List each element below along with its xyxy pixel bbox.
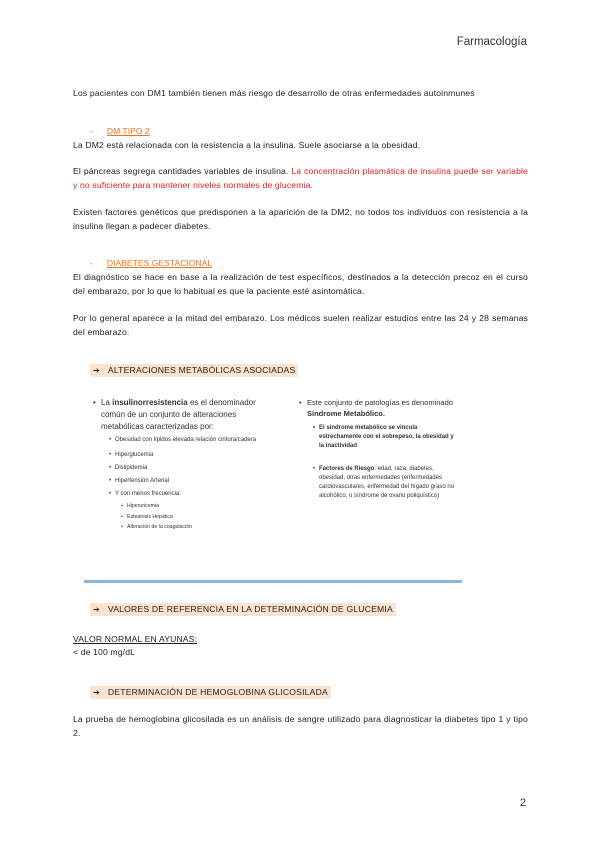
bold-term: insulinorresistencia [112, 398, 188, 407]
figure-right-column [297, 397, 457, 501]
dm2-paragraph-1: La DM2 está relacionada con la resistencia a la insulina. Suele asociarse a la obesidad. [73, 140, 421, 150]
sub-list-item: • El síndrome metabólico se vincula estrechamente con el sobrepeso, la obesidad y la inactividad [319, 424, 457, 451]
list-item: • Hipertensión Arterial [115, 475, 266, 488]
list-item: • Y con menos frecuencia: [115, 488, 266, 501]
dm2-p2-highlight: La concentración plasmática de insulina puede ser variable y no suficiente para mantener niveles normales de glucemia. [73, 166, 528, 190]
page-header-title: Farmacología [456, 36, 527, 48]
heading-label: ALTERACIONES METABÓLICAS ASOCIADAS [107, 365, 296, 375]
section-heading-dm2 [90, 126, 150, 136]
section-heading-valores [90, 603, 396, 616]
dm2-paragraph-2 [73, 164, 528, 192]
section-heading-gestacional [90, 258, 212, 268]
metabolic-syndrome-bullet [307, 397, 457, 501]
heading-label: DM TIPO 2 [106, 126, 150, 136]
gestacional-paragraph-2: Por lo general aparece a la mitad del embarazo. Los médicos suelen realizar estudios entre las 24 y 28 semanas del embarazo. [73, 313, 528, 337]
page-number: 2 [519, 797, 526, 809]
list-item: • Dislipidemia [115, 462, 266, 475]
text: La [101, 398, 113, 407]
sub-list-item: ▪ Esteatosis Hepática [127, 512, 266, 523]
gestacional-paragraph-1: El diagnóstico se hace en base a la realización de test específicos, destinados a la detección precoz en el curso del embarazo, por lo que lo habitual es que la paciente esté asintomática. [73, 272, 528, 296]
text: Este conjunto de patologías es denominado [307, 398, 453, 407]
heading-label: DIABETES GESTACIONAL [106, 258, 213, 268]
metabolic-alterations-figure [87, 391, 461, 581]
text: : edad, raza, diabetes, obesidad, otras enfermedades (enfermedades cardiovasculares, enfermedad del hígado graso no alcohólico, o síndrome de ovario poliquístico) [319, 466, 455, 499]
dm2-p2-text: El páncreas segrega cantidades variables de insulina. [73, 166, 292, 176]
intro-paragraph: Los pacientes con DM1 también tienen más riesgo de desarrollo de otras enfermedades autoinmunes [73, 88, 475, 98]
sub-list-item [319, 465, 457, 501]
fasting-value-label: VALOR NORMAL EN AYUNAS: [73, 634, 198, 644]
figure-bottom-border [84, 580, 462, 583]
hemoglobina-paragraph: La prueba de hemoglobina glicosilada es un análisis de sangre utilizado para diagnosticar la diabetes tipo 1 y tipo 2. [73, 714, 528, 738]
text: es el denominador común de un conjunto de alteraciones metabólicas caracterizadas por: [101, 398, 256, 431]
heading-label: VALORES DE REFERENCIA EN LA DETERMINACIÓN DE GLUCEMIA [107, 604, 393, 614]
section-heading-alteraciones [90, 364, 298, 377]
arrow-icon: ➔ [93, 605, 100, 614]
arrow-icon: ➔ [93, 366, 100, 375]
bold-term: Síndrome Metabólico. [307, 409, 385, 418]
fasting-value: < de 100 mg/dL [73, 647, 136, 657]
bullet-dash: - [90, 126, 93, 136]
bold-term: Factores de Riesgo [319, 466, 375, 472]
sub-list-item: ▪ Hiperuricemia [127, 501, 266, 512]
section-heading-hemoglobina [90, 686, 331, 699]
bullet-dash: - [90, 258, 93, 268]
dm2-paragraph-3: Existen factores genéticos que predisponen a la aparición de la DM2; no todos los individuos con resistencia a la insulina llegan a padecer diabetes. [73, 207, 528, 231]
insulin-resistance-bullet [101, 397, 266, 533]
list-item: • Hiperglucemia [115, 449, 266, 462]
figure-left-column [91, 397, 266, 533]
sub-list-item: ▪ Alteración de la coagulación [127, 522, 266, 533]
heading-label: DETERMINACIÓN DE HEMOGLOBINA GLICOSILADA [107, 687, 328, 697]
arrow-icon: ➔ [93, 688, 100, 697]
list-item: • Obesidad con lípidos elevada relación cintura/cadera [115, 435, 266, 445]
